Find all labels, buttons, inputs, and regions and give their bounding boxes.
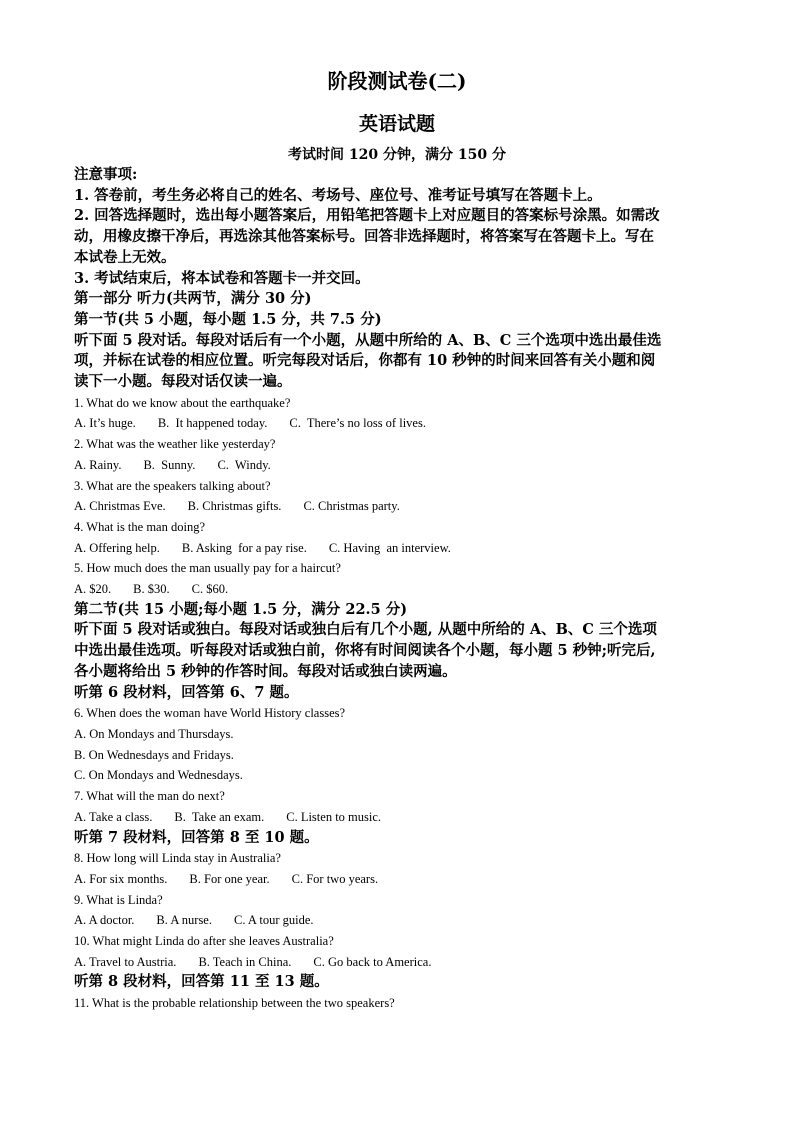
q1-option-c: C. There’s no loss of lives. [289, 416, 426, 431]
q2-option-c: C. Windy. [217, 457, 271, 472]
q9-option-b: B. A nurse. [156, 913, 212, 928]
part1-heading: 第一部分 听力(共两节，满分 30 分) [74, 290, 312, 308]
question-5: 5. How much does the man usually pay for a haircut? [74, 561, 341, 576]
subject-title: 英语试题 [358, 113, 435, 135]
question-7-options [74, 807, 722, 828]
q4-option-a: A. Offering help. [74, 540, 160, 555]
q10-option-a: A. Travel to Austria. [74, 954, 177, 969]
notice-item-2-line-1: 2. 回答选择题时，选出每小题答案后，用铅笔把答题卡上对应题目的答案标号涂黑。如需改 [74, 207, 660, 225]
notice-item-2-line-3: 本试卷上无效。 [74, 248, 176, 266]
question-3: 3. What are the speakers talking about? [74, 478, 271, 493]
q7-option-c: C. Listen to music. [286, 809, 382, 824]
question-4: 4. What is the man doing? [74, 519, 205, 534]
q3-option-a: A. Christmas Eve. [74, 499, 166, 514]
question-2: 2. What was the weather like yesterday? [74, 437, 276, 452]
section2-instr-line-3: 各小题将给出 5 秒钟的作答时间。每段对话或独白读两遍。 [74, 662, 457, 680]
notice-item-1: 1. 答卷前，考生务必将自己的姓名、考场号、座位号、准考证号填写在答题卡上。 [74, 186, 602, 204]
group-7-heading: 听第 7 段材料，回答第 8 至 10 题。 [74, 828, 319, 846]
section2-instr-line-1: 听下面 5 段对话或独白。每段对话或独白后有几个小题, 从题中所给的 A、B、C 三个选项 [74, 621, 657, 639]
question-9-options [74, 910, 722, 931]
question-1: 1. What do we know about the earthquake? [74, 395, 291, 410]
q3-option-b: B. Christmas gifts. [187, 499, 282, 514]
q2-option-a: A. Rainy. [74, 457, 122, 472]
q8-option-a: A. For six months. [74, 871, 168, 886]
q4-option-c: C. Having an interview. [328, 540, 451, 555]
q6-option-a: A. On Mondays and Thursdays. [74, 726, 234, 741]
notice-item-3: 3. 考试结束后，将本试卷和答题卡一并交回。 [74, 269, 370, 287]
question-7: 7. What will the man do next? [74, 789, 225, 804]
q5-option-b: B. $30. [133, 582, 170, 597]
q1-option-b: B. It happened today. [157, 416, 268, 431]
section1-instr-line-1: 听下面 5 段对话。每段对话后有一个小题，从题中所给的 A、B、C 三个选项中选出最佳选 [74, 331, 662, 349]
q7-option-a: A. Take a class. [74, 809, 153, 824]
section1-heading: 第一节(共 5 小题，每小题 1.5 分，共 7.5 分) [74, 310, 382, 328]
exam-content [74, 165, 722, 1014]
exam-title: 阶段测试卷(二) [327, 69, 467, 93]
q4-option-b: B. Asking for a pay rise. [181, 540, 307, 555]
q9-option-c: C. A tour guide. [233, 913, 314, 928]
q2-option-b: B. Sunny. [143, 457, 196, 472]
question-11: 11. What is the probable relationship between the two speakers? [74, 996, 395, 1011]
exam-info: 考试时间 120 分钟，满分 150 分 [288, 147, 506, 163]
section1-instr-line-3: 读下一小题。每段对话仅读一遍。 [74, 373, 292, 391]
group-8-heading: 听第 8 段材料，回答第 11 至 13 题。 [74, 973, 329, 991]
q1-option-a: A. It’s huge. [74, 416, 136, 431]
section2-instr-line-2: 中选出最佳选项。听每段对话或独白前，你将有时间阅读各个小题，每小题 5 秒钟;听完后, [74, 642, 656, 660]
q6-option-c: C. On Mondays and Wednesdays. [74, 768, 243, 783]
q8-option-c: C. For two years. [291, 871, 379, 886]
question-4-options [74, 538, 722, 559]
q7-option-b: B. Take an exam. [174, 809, 265, 824]
question-10-options [74, 952, 722, 973]
section2-heading: 第二节(共 15 小题;每小题 1.5 分，满分 22.5 分) [74, 600, 408, 618]
question-5-options [74, 579, 722, 600]
notice-item-2-line-2: 动，用橡皮擦干净后，再选涂其他答案标号。回答非选择题时，将答案写在答题卡上。写在 [74, 228, 654, 246]
q5-option-a: A. $20. [74, 582, 112, 597]
section1-instr-line-2: 项，并标在试卷的相应位置。听完每段对话后，你都有 10 秒钟的时间来回答有关小题和阅 [74, 352, 656, 370]
q10-option-b: B. Teach in China. [198, 954, 292, 969]
question-6: 6. When does the woman have World History classes? [74, 706, 346, 721]
question-1-options [74, 413, 722, 434]
q3-option-c: C. Christmas party. [303, 499, 400, 514]
question-8-options [74, 869, 722, 890]
question-9: 9. What is Linda? [74, 892, 163, 907]
question-8: 8. How long will Linda stay in Australia? [74, 851, 281, 866]
notice-heading: 注意事项: [74, 166, 138, 183]
q9-option-a: A. A doctor. [74, 913, 135, 928]
question-3-options [74, 496, 722, 517]
q6-option-b: B. On Wednesdays and Fridays. [74, 747, 234, 762]
q10-option-c: C. Go back to America. [313, 954, 432, 969]
question-2-options [74, 455, 722, 476]
group-6-heading: 听第 6 段材料，回答第 6、7 题。 [74, 683, 299, 701]
q5-option-c: C. $60. [191, 582, 229, 597]
q8-option-b: B. For one year. [189, 871, 270, 886]
question-10: 10. What might Linda do after she leaves Australia? [74, 934, 334, 949]
